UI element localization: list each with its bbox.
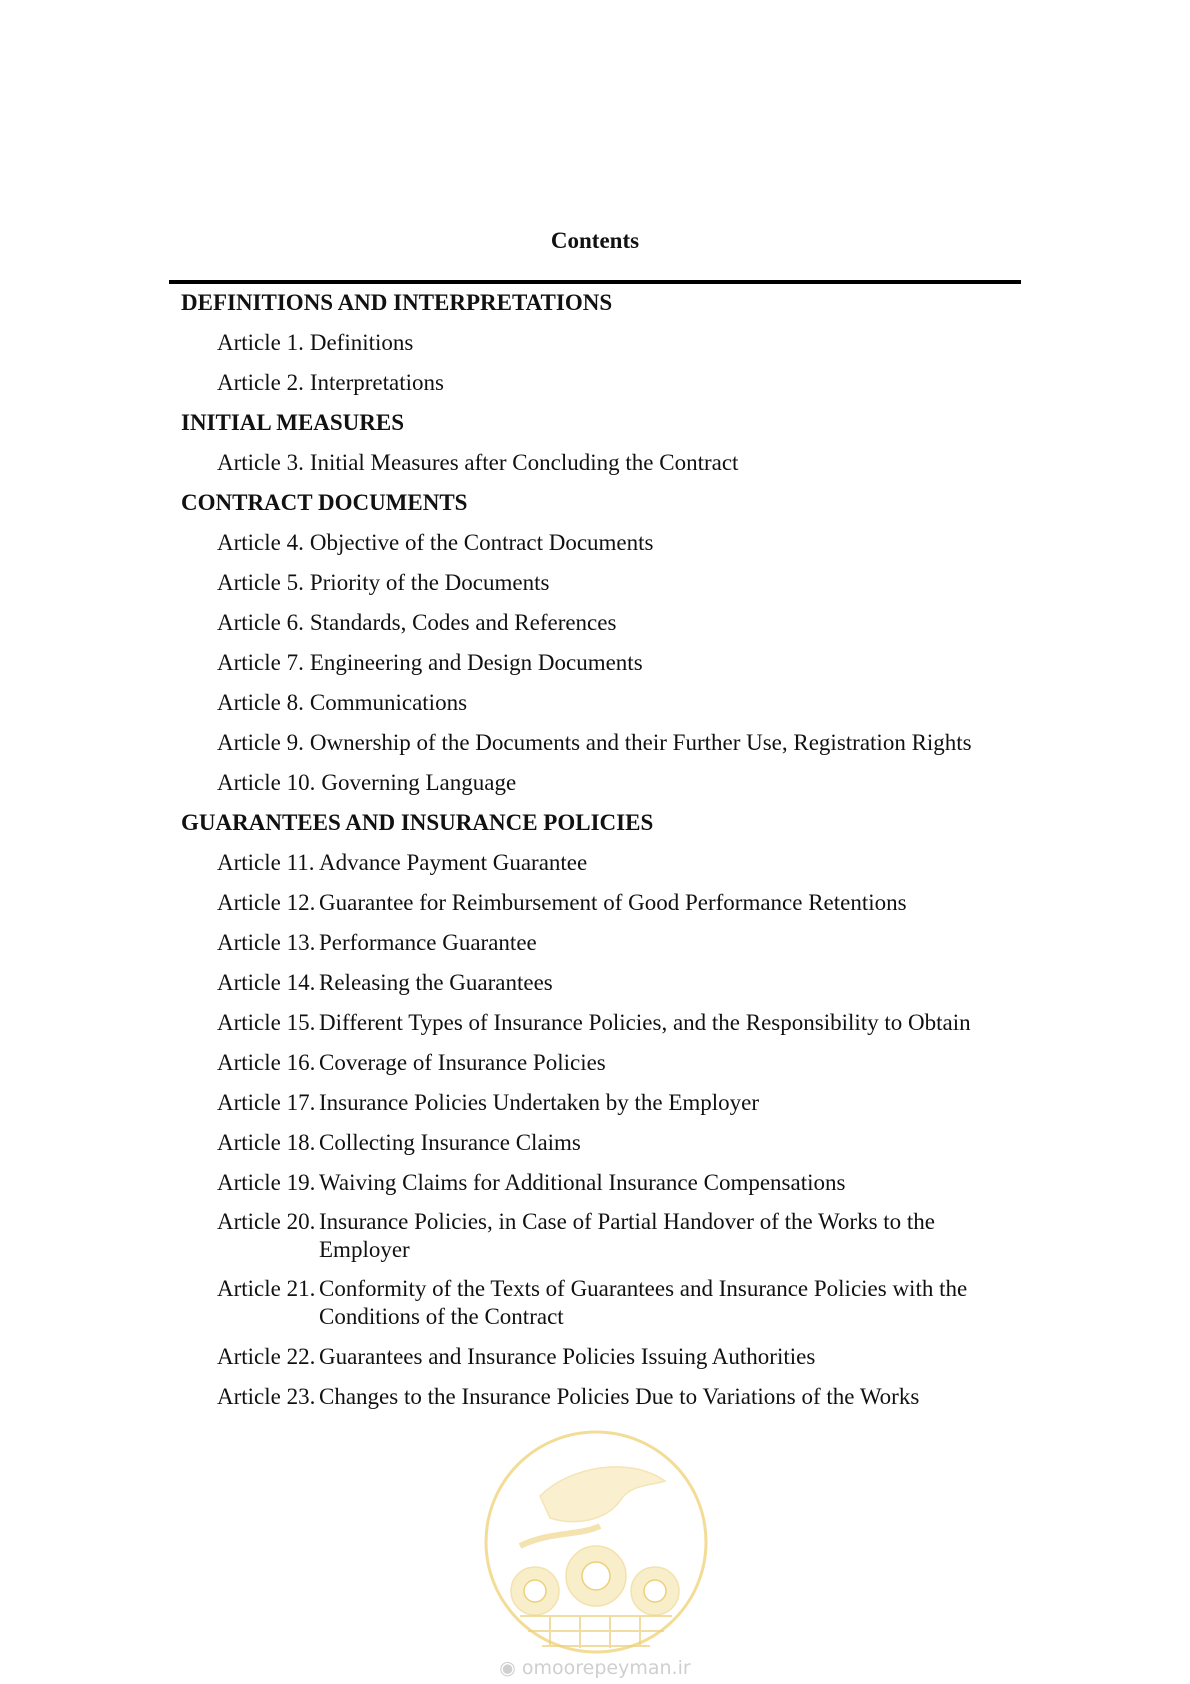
- toc-entry-article-11[interactable]: [217, 843, 1190, 883]
- toc-entry-article-3[interactable]: [217, 443, 1190, 483]
- toc-entry-article-12[interactable]: [217, 883, 1190, 923]
- article-number: Article 4.: [217, 530, 304, 555]
- section-heading[interactable]: INITIAL MEASURES: [181, 410, 405, 435]
- toc-entry-article-5[interactable]: [217, 563, 1190, 603]
- table-of-contents: [0, 283, 1190, 1417]
- toc-section-definitions: [0, 283, 1190, 403]
- toc-entry-article-6[interactable]: [217, 603, 1190, 643]
- article-title: Conformity of the Texts of Guarantees and Insurance Policies with the Conditions of the Contract: [319, 1276, 968, 1329]
- toc-entry-article-22[interactable]: [217, 1337, 1190, 1377]
- watermark-site-text: omoorepeyman.ir: [521, 1657, 691, 1679]
- article-title: Different Types of Insurance Policies, and the Responsibility to Obtain: [319, 1010, 971, 1035]
- toc-section-initial-measures: [0, 403, 1190, 483]
- article-title: Collecting Insurance Claims: [319, 1130, 581, 1155]
- article-number: Article 5.: [217, 570, 304, 595]
- watermark-site: ◉ omoorepeyman.ir: [499, 1657, 691, 1679]
- article-title: Insurance Policies Undertaken by the Employer: [319, 1090, 760, 1115]
- article-title: Releasing the Guarantees: [319, 970, 553, 995]
- article-title: Standards, Codes and References: [309, 610, 617, 635]
- article-number: Article 17.: [217, 1090, 316, 1115]
- toc-entry-article-19[interactable]: [217, 1163, 1190, 1203]
- article-number: Article 6.: [217, 610, 304, 635]
- toc-entry-article-18[interactable]: [217, 1123, 1190, 1163]
- article-title: Ownership of the Documents and their Further Use, Registration Rights: [309, 730, 972, 755]
- article-title: Initial Measures after Concluding the Contract: [309, 450, 739, 475]
- article-title: Guarantees and Insurance Policies Issuing Authorities: [319, 1344, 816, 1369]
- article-number: Article 14.: [217, 970, 316, 995]
- article-title: Insurance Policies, in Case of Partial Handover of the Works to the Employer: [319, 1209, 936, 1262]
- article-title: Advance Payment Guarantee: [319, 850, 588, 875]
- article-number: Article 23.: [217, 1384, 316, 1409]
- toc-section-contract-documents: [0, 483, 1190, 803]
- article-number: Article 19.: [217, 1170, 316, 1195]
- article-title: Coverage of Insurance Policies: [319, 1050, 606, 1075]
- article-number: Article 12.: [217, 890, 316, 915]
- toc-entry-article-13[interactable]: [217, 923, 1190, 963]
- article-number: Article 15.: [217, 1010, 316, 1035]
- article-number: Article 18.: [217, 1130, 316, 1155]
- article-number: Article 11.: [217, 850, 315, 875]
- article-title: Engineering and Design Documents: [309, 650, 643, 675]
- article-number: Article 9.: [217, 730, 304, 755]
- section-heading[interactable]: GUARANTEES AND INSURANCE POLICIES: [181, 810, 654, 835]
- page-title: Contents: [550, 228, 640, 253]
- article-number: Article 20.: [217, 1209, 316, 1234]
- section-heading[interactable]: DEFINITIONS AND INTERPRETATIONS: [181, 290, 613, 315]
- section-heading[interactable]: CONTRACT DOCUMENTS: [181, 490, 468, 515]
- article-number: Article 13.: [217, 930, 316, 955]
- article-title: Priority of the Documents: [309, 570, 550, 595]
- article-title: Definitions: [309, 330, 414, 355]
- gear-seal-logo-icon: [480, 1426, 712, 1658]
- article-number: Article 22.: [217, 1344, 316, 1369]
- toc-entry-article-1[interactable]: [217, 323, 1190, 363]
- article-number: Article 21.: [217, 1276, 316, 1301]
- article-title: Performance Guarantee: [319, 930, 537, 955]
- toc-entry-article-20[interactable]: [217, 1203, 1190, 1270]
- article-number: Article 2.: [217, 370, 304, 395]
- toc-entry-article-9[interactable]: [217, 723, 1190, 763]
- toc-entry-article-15[interactable]: [217, 1003, 1190, 1043]
- toc-entry-article-10[interactable]: [217, 763, 1190, 803]
- article-title: Communications: [309, 690, 468, 715]
- article-number: Article 7.: [217, 650, 304, 675]
- article-number: Article 8.: [217, 690, 304, 715]
- toc-entry-article-16[interactable]: [217, 1043, 1190, 1083]
- toc-entry-article-14[interactable]: [217, 963, 1190, 1003]
- article-title: Objective of the Contract Documents: [309, 530, 654, 555]
- toc-entry-article-2[interactable]: [217, 363, 1190, 403]
- article-title: Governing Language: [321, 770, 517, 795]
- article-title: Changes to the Insurance Policies Due to Variations of the Works: [319, 1384, 920, 1409]
- toc-entry-article-23[interactable]: [217, 1377, 1190, 1417]
- toc-section-guarantees-insurance: [0, 803, 1190, 1417]
- article-number: Article 3.: [217, 450, 304, 475]
- toc-entry-article-17[interactable]: [217, 1083, 1190, 1123]
- article-title: Guarantee for Reimbursement of Good Performance Retentions: [319, 890, 907, 915]
- toc-entry-article-4[interactable]: [217, 523, 1190, 563]
- article-title: Interpretations: [309, 370, 444, 395]
- article-number: Article 1.: [217, 330, 304, 355]
- article-title: Waiving Claims for Additional Insurance Compensations: [319, 1170, 846, 1195]
- article-number: Article 16.: [217, 1050, 316, 1075]
- toc-entry-article-21[interactable]: [217, 1270, 1190, 1337]
- toc-entry-article-7[interactable]: [217, 643, 1190, 683]
- article-number: Article 10.: [217, 770, 316, 795]
- toc-entry-article-8[interactable]: [217, 683, 1190, 723]
